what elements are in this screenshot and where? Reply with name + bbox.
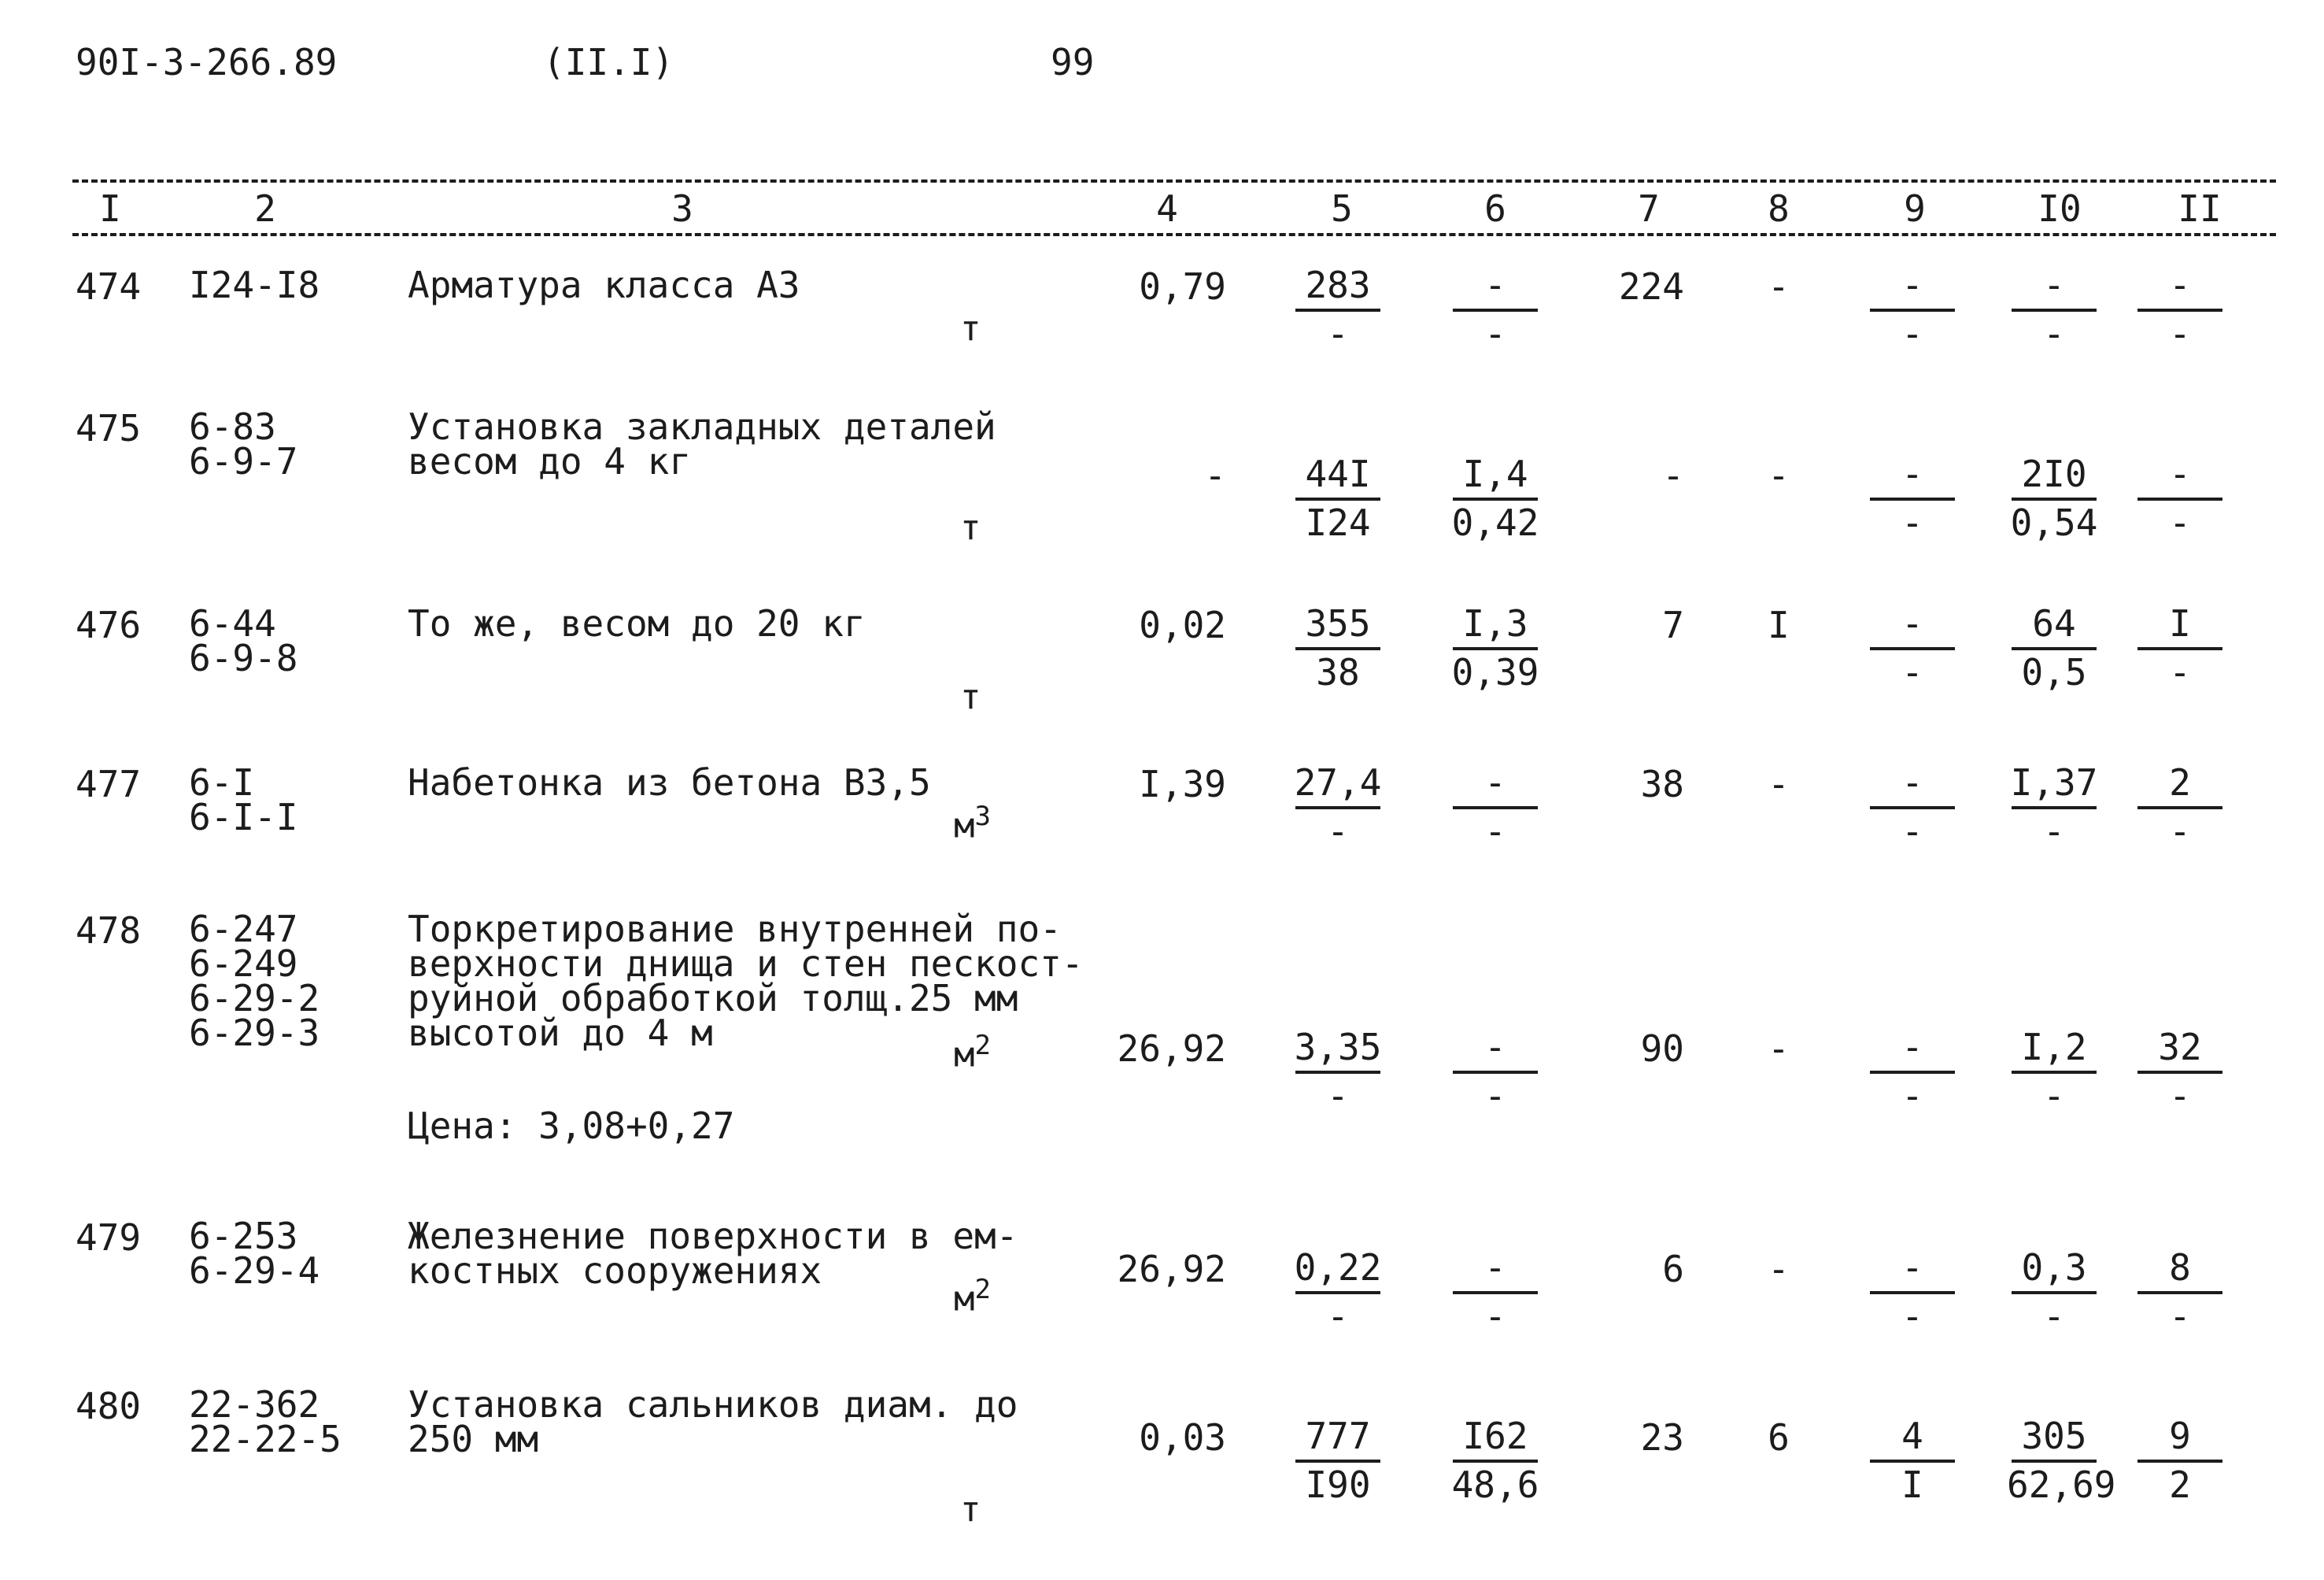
unit-of-measure: т	[960, 677, 981, 717]
fraction-bar	[2137, 1291, 2222, 1294]
section-code: (II.I)	[543, 41, 674, 83]
column-number: I	[99, 187, 121, 230]
fraction-denominator: -	[1327, 1295, 1349, 1338]
fraction-numerator: I,4	[1462, 453, 1528, 495]
fraction-denominator: -	[1484, 1295, 1506, 1338]
work-description: То же, весом до 20 кг	[408, 602, 866, 645]
fraction-numerator: 44I	[1305, 453, 1371, 495]
fraction-bar	[2137, 498, 2222, 501]
fraction-numerator: -	[1901, 602, 1923, 645]
fraction-denominator: -	[2169, 1075, 2191, 1117]
col7-value: 90	[1640, 1027, 1684, 1070]
fraction-bar	[1870, 309, 1955, 312]
work-description: Арматура класса А3	[408, 264, 800, 306]
fraction-numerator: -	[1901, 1246, 1923, 1289]
fraction-denominator: I90	[1305, 1463, 1371, 1506]
fraction-bar	[1870, 1460, 1955, 1463]
fraction-bar	[1453, 309, 1538, 312]
fraction-bar	[1870, 1291, 1955, 1294]
col5-fraction	[1291, 453, 1385, 543]
rate-codes: 6-253 6-29-4	[189, 1215, 320, 1292]
header-rule-bottom	[72, 233, 2276, 236]
row-number: 479	[76, 1216, 142, 1259]
fraction-denominator: -	[1901, 651, 1923, 694]
fraction-denominator: -	[2169, 810, 2191, 853]
col11-fraction	[2133, 1415, 2227, 1505]
col9-fraction	[1865, 603, 1960, 693]
fraction-bar	[1453, 498, 1538, 501]
row-number: 477	[76, 763, 142, 805]
fraction-numerator: -	[1901, 264, 1923, 306]
quantity: 26,92	[1117, 1027, 1226, 1070]
col9-fraction	[1865, 1247, 1960, 1337]
fraction-numerator: 2	[2169, 761, 2191, 804]
fraction-denominator: -	[1484, 1075, 1506, 1117]
fraction-denominator: -	[2169, 501, 2191, 544]
work-description: Набетонка из бетона В3,5	[408, 761, 931, 804]
fraction-bar	[1453, 1460, 1538, 1463]
row-number: 476	[76, 604, 142, 646]
fraction-denominator: -	[2043, 313, 2065, 355]
column-number: 5	[1331, 187, 1353, 230]
fraction-denominator: -	[2043, 810, 2065, 853]
fraction-numerator: 2I0	[2021, 453, 2087, 495]
fraction-numerator: 0,22	[1294, 1246, 1382, 1289]
column-number: 6	[1484, 187, 1506, 230]
unit-of-measure: $м^3$	[954, 801, 991, 846]
fraction-denominator: -	[2043, 1075, 2065, 1117]
fraction-bar	[1295, 1071, 1380, 1074]
col5-fraction	[1291, 1027, 1385, 1116]
fraction-denominator: 48,6	[1451, 1463, 1539, 1506]
quantity: 0,03	[1139, 1416, 1226, 1459]
col8-value: -	[1768, 1027, 1790, 1070]
col5-fraction	[1291, 1247, 1385, 1337]
col7-value: 224	[1618, 265, 1684, 308]
fraction-bar	[2012, 1291, 2097, 1294]
fraction-numerator: 8	[2169, 1246, 2191, 1289]
col8-value: I	[1768, 604, 1790, 646]
column-number: II	[2178, 187, 2222, 230]
fraction-numerator: -	[1901, 453, 1923, 495]
fraction-bar	[1295, 806, 1380, 809]
fraction-numerator: -	[1901, 1026, 1923, 1068]
fraction-numerator: -	[1484, 1246, 1506, 1289]
fraction-numerator: I,37	[2010, 761, 2098, 804]
unit-of-measure: т	[960, 309, 981, 349]
rate-codes: I24-I8	[189, 264, 320, 306]
fraction-numerator: -	[1484, 1026, 1506, 1068]
fraction-numerator: I,3	[1462, 602, 1528, 645]
col6-fraction	[1448, 603, 1543, 693]
unit-exponent: 3	[974, 801, 991, 832]
column-number: I0	[2038, 187, 2082, 230]
col6-fraction	[1448, 1027, 1543, 1116]
fraction-denominator: -	[2169, 1295, 2191, 1338]
fraction-numerator: -	[2169, 453, 2191, 495]
col9-fraction	[1865, 1415, 1960, 1505]
column-number: 8	[1768, 187, 1790, 230]
col11-fraction	[2133, 453, 2227, 543]
fraction-denominator: -	[1901, 810, 1923, 853]
fraction-denominator: -	[2169, 651, 2191, 694]
document-code: 90I-3-266.89	[76, 41, 338, 83]
fraction-denominator: -	[2043, 1295, 2065, 1338]
col11-fraction	[2133, 1027, 2227, 1116]
fraction-denominator: -	[1327, 1075, 1349, 1117]
fraction-bar	[1453, 647, 1538, 650]
rate-codes: 6-44 6-9-8	[189, 602, 298, 679]
fraction-denominator: -	[1327, 313, 1349, 355]
column-number: 3	[671, 187, 693, 230]
fraction-bar	[2012, 1071, 2097, 1074]
col10-fraction	[2007, 453, 2101, 543]
fraction-bar	[1870, 806, 1955, 809]
col7-value: 6	[1662, 1248, 1684, 1290]
fraction-bar	[1870, 498, 1955, 501]
work-description: Железнение поверхности в ем- костных сооружениях	[408, 1215, 1018, 1292]
col7-value: 38	[1640, 763, 1684, 805]
col11-fraction	[2133, 762, 2227, 852]
column-number: 4	[1156, 187, 1178, 230]
quantity: 26,92	[1117, 1248, 1226, 1290]
fraction-numerator: 3,35	[1294, 1026, 1382, 1068]
fraction-numerator: -	[1901, 761, 1923, 804]
fraction-bar	[2137, 309, 2222, 312]
col8-value: -	[1768, 763, 1790, 805]
col8-value: -	[1768, 265, 1790, 308]
fraction-numerator: 9	[2169, 1415, 2191, 1457]
fraction-numerator: -	[1484, 264, 1506, 306]
fraction-bar	[1870, 647, 1955, 650]
fraction-bar	[2137, 647, 2222, 650]
fraction-bar	[1295, 647, 1380, 650]
fraction-denominator: -	[1901, 1075, 1923, 1117]
col5-fraction	[1291, 1415, 1385, 1505]
fraction-numerator: I62	[1462, 1415, 1528, 1457]
work-description: Установка сальников диам. до 250 мм	[408, 1383, 1018, 1460]
fraction-denominator: 38	[1316, 651, 1360, 694]
fraction-bar	[2137, 806, 2222, 809]
col11-fraction	[2133, 1247, 2227, 1337]
column-number: 7	[1638, 187, 1660, 230]
quantity: 0,02	[1139, 604, 1226, 646]
work-description: Установка закладных деталей весом до 4 кг	[408, 405, 996, 483]
col6-fraction	[1448, 1415, 1543, 1505]
fraction-bar	[2012, 647, 2097, 650]
unit-of-measure: т	[960, 1489, 981, 1530]
fraction-numerator: I,2	[2021, 1026, 2087, 1068]
col8-value: -	[1768, 1248, 1790, 1290]
col6-fraction	[1448, 1247, 1543, 1337]
unit-exponent: 2	[974, 1030, 991, 1061]
col6-fraction	[1448, 762, 1543, 852]
col10-fraction	[2007, 603, 2101, 693]
fraction-bar	[1295, 309, 1380, 312]
row-number: 474	[76, 265, 142, 308]
col9-fraction	[1865, 265, 1960, 354]
fraction-numerator: -	[1484, 761, 1506, 804]
col10-fraction	[2007, 1415, 2116, 1506]
fraction-numerator: 4	[1901, 1415, 1923, 1457]
rate-codes: 22-362 22-22-5	[189, 1383, 342, 1460]
fraction-bar	[2137, 1071, 2222, 1074]
col7-value: -	[1662, 454, 1684, 497]
col9-fraction	[1865, 762, 1960, 852]
col7-value: 23	[1640, 1416, 1684, 1459]
fraction-bar	[1453, 1291, 1538, 1294]
fraction-denominator: I24	[1305, 501, 1371, 544]
unit-of-measure: $м^2$	[954, 1030, 991, 1075]
column-number: 9	[1904, 187, 1926, 230]
fraction-bar	[1295, 498, 1380, 501]
fraction-numerator: I	[2169, 602, 2191, 645]
fraction-numerator: 283	[1305, 264, 1371, 306]
fraction-numerator: 64	[2032, 602, 2076, 645]
price-note: Цена: 3,08+0,27	[408, 1105, 735, 1147]
fraction-numerator: 0,3	[2021, 1246, 2087, 1289]
rate-codes: 6-247 6-249 6-29-2 6-29-3	[189, 908, 320, 1054]
col11-fraction	[2133, 265, 2227, 354]
col10-fraction	[2007, 1247, 2101, 1337]
col10-fraction	[2007, 762, 2101, 852]
row-number: 480	[76, 1385, 142, 1427]
fraction-bar	[1870, 1071, 1955, 1074]
col5-fraction	[1291, 603, 1385, 693]
quantity: -	[1204, 454, 1226, 497]
col7-value: 7	[1662, 604, 1684, 646]
col10-fraction	[2007, 1027, 2101, 1116]
col8-value: 6	[1768, 1416, 1790, 1459]
row-number: 478	[76, 909, 142, 952]
fraction-denominator: 62,69	[2007, 1463, 2116, 1506]
fraction-denominator: -	[1484, 810, 1506, 853]
col5-fraction	[1291, 762, 1385, 852]
header-rule-top	[72, 179, 2276, 183]
quantity: 0,79	[1139, 265, 1226, 308]
fraction-denominator: 0,5	[2021, 651, 2087, 694]
fraction-bar	[1453, 1071, 1538, 1074]
fraction-denominator: -	[1484, 313, 1506, 355]
fraction-numerator: 305	[2021, 1415, 2087, 1457]
rate-codes: 6-I 6-I-I	[189, 761, 298, 838]
fraction-numerator: 32	[2158, 1026, 2202, 1068]
fraction-denominator: 0,39	[1451, 651, 1539, 694]
work-description: Торкретирование внутренней по- верхности днища и стен пескост- руйной обработкой толщ.25 мм высотой до 4 м	[408, 908, 1084, 1054]
fraction-denominator: 0,54	[2010, 501, 2098, 544]
col9-fraction	[1865, 1027, 1960, 1116]
fraction-denominator: -	[1327, 810, 1349, 853]
col10-fraction	[2007, 265, 2101, 354]
col6-fraction	[1448, 453, 1543, 543]
fraction-bar	[2012, 309, 2097, 312]
col8-value: -	[1768, 454, 1790, 497]
fraction-bar	[2012, 1460, 2097, 1463]
fraction-numerator: -	[2169, 264, 2191, 306]
fraction-bar	[1295, 1291, 1380, 1294]
fraction-bar	[2012, 498, 2097, 501]
fraction-denominator: -	[2169, 313, 2191, 355]
unit-of-measure: $м^2$	[954, 1274, 991, 1319]
fraction-numerator: 27,4	[1294, 761, 1382, 804]
fraction-bar	[2137, 1460, 2222, 1463]
unit-exponent: 2	[974, 1274, 991, 1305]
unit-of-measure: т	[960, 508, 981, 548]
fraction-numerator: -	[2043, 264, 2065, 306]
fraction-numerator: 777	[1305, 1415, 1371, 1457]
fraction-denominator: -	[1901, 501, 1923, 544]
fraction-denominator: -	[1901, 313, 1923, 355]
rate-codes: 6-83 6-9-7	[189, 405, 298, 483]
fraction-bar	[1453, 806, 1538, 809]
col6-fraction	[1448, 265, 1543, 354]
fraction-denominator: I	[1901, 1463, 1923, 1506]
fraction-numerator: 355	[1305, 602, 1371, 645]
fraction-denominator: -	[1901, 1295, 1923, 1338]
quantity: I,39	[1139, 763, 1226, 805]
fraction-denominator: 2	[2169, 1463, 2191, 1506]
col9-fraction	[1865, 453, 1960, 543]
fraction-bar	[1295, 1460, 1380, 1463]
col5-fraction	[1291, 265, 1385, 354]
page-number: 99	[1051, 41, 1095, 83]
row-number: 475	[76, 407, 142, 450]
fraction-bar	[2012, 806, 2097, 809]
col11-fraction	[2133, 603, 2227, 693]
column-number: 2	[254, 187, 276, 230]
fraction-denominator: 0,42	[1451, 501, 1539, 544]
